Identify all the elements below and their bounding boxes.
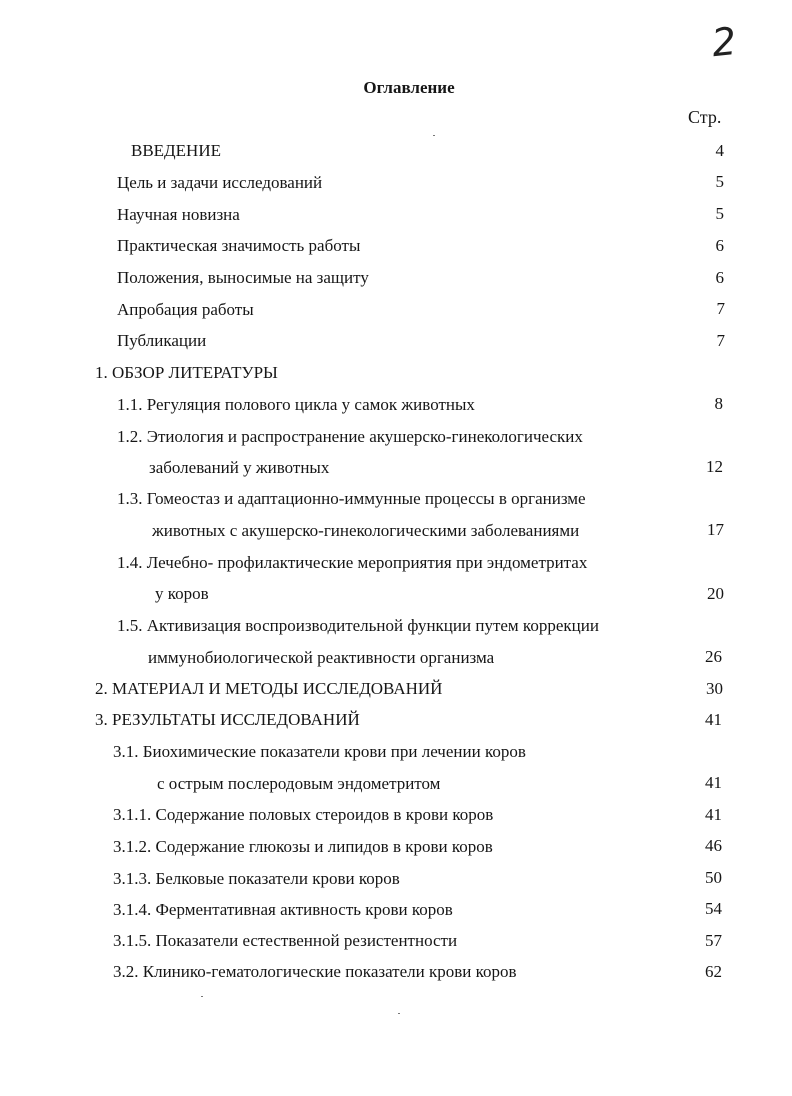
toc-entry-text: 3.1.2. Содержание глюкозы и липидов в крови коров: [113, 837, 493, 856]
toc-section-heading: 1. ОБЗОР ЛИТЕРАТУРЫ: [95, 363, 278, 382]
scan-speck: [433, 135, 435, 136]
toc-entry-page: 8: [714, 394, 723, 413]
toc-entry-text: 3.1.5. Показатели естественной резистентности: [113, 931, 458, 950]
toc-entry-text: Положения, выносимые на защиту: [117, 268, 369, 287]
toc-entry-text: Практическая значимость работы: [117, 236, 361, 255]
toc-entry-page: 54: [705, 899, 722, 918]
toc-entry-page: 12: [706, 457, 723, 476]
toc-entry-text: 3.1.3. Белковые показатели крови коров: [113, 869, 400, 888]
toc-entry-text: Публикации: [117, 331, 207, 350]
toc-section-heading: 3. РЕЗУЛЬТАТЫ ИССЛЕДОВАНИЙ: [95, 710, 360, 729]
toc-entry-page: 17: [707, 520, 724, 539]
toc-entry-text: Апробация работы: [117, 300, 254, 319]
toc-entry-continuation: заболеваний у животных: [149, 458, 330, 477]
toc-entry-page: 41: [705, 805, 722, 824]
toc-entry-text: 1.3. Гомеостаз и адаптационно-иммунные процессы в организме: [117, 489, 586, 508]
toc-entry-continuation: с острым послеродовым эндометритом: [157, 774, 441, 793]
toc-entry-text: 1.2. Этиология и распространение акушерско-гинекологических: [117, 427, 583, 446]
toc-entry-page: 26: [705, 647, 722, 666]
toc-entry-page: 41: [705, 773, 722, 792]
toc-entry-page: 6: [715, 236, 724, 255]
toc-entry-text: 1.1. Регуляция полового цикла у самок животных: [117, 395, 475, 414]
toc-entry-text: 1.5. Активизация воспроизводительной функции путем коррекции: [117, 616, 599, 635]
page-title: Оглавление: [363, 78, 455, 97]
toc-entry-text: 3.1.1. Содержание половых стероидов в крови коров: [113, 805, 494, 824]
scan-speck: [398, 1013, 400, 1014]
toc-entry-continuation: у коров: [155, 584, 209, 603]
toc-entry-text: 3.1. Биохимические показатели крови при лечении коров: [113, 742, 526, 761]
handwritten-page-number: 2: [709, 18, 739, 66]
toc-entry-page: 6: [715, 268, 724, 287]
toc-entry-page: 7: [716, 299, 725, 318]
toc-entry-page: 57: [705, 931, 722, 950]
toc-entry-continuation: животных с акушерско-гинекологическими заболеваниями: [152, 521, 580, 540]
toc-entry-page: 30: [706, 679, 723, 698]
toc-section-heading: 2. МАТЕРИАЛ И МЕТОДЫ ИССЛЕДОВАНИЙ: [95, 679, 443, 698]
toc-entry-text: 1.4. Лечебно- профилактические мероприятия при эндометритах: [117, 553, 588, 572]
toc-entry-page: 62: [705, 962, 722, 981]
toc-entry-page: 46: [705, 836, 722, 855]
toc-entry-page: 4: [715, 141, 724, 160]
toc-entry-text: 3.2. Клинико-гематологические показатели крови коров: [113, 962, 517, 981]
toc-entry-page: 5: [715, 204, 724, 223]
toc-entry-text: Цель и задачи исследований: [117, 173, 323, 192]
toc-entry-text: ВВЕДЕНИЕ: [131, 141, 221, 160]
toc-entry-page: 50: [705, 868, 722, 887]
toc-entry-continuation: иммунобиологической реактивности организма: [148, 648, 495, 667]
toc-entry-text: 3.1.4. Ферментативная активность крови коров: [113, 900, 453, 919]
toc-entry-page: 7: [716, 331, 725, 350]
toc-entry-page: 20: [707, 584, 724, 603]
scan-speck: [201, 996, 203, 997]
toc-entry-page: 5: [715, 172, 724, 191]
page-column-header: Стр.: [688, 107, 722, 127]
toc-entry-page: 41: [705, 710, 722, 729]
toc-entry-text: Научная новизна: [117, 205, 240, 224]
